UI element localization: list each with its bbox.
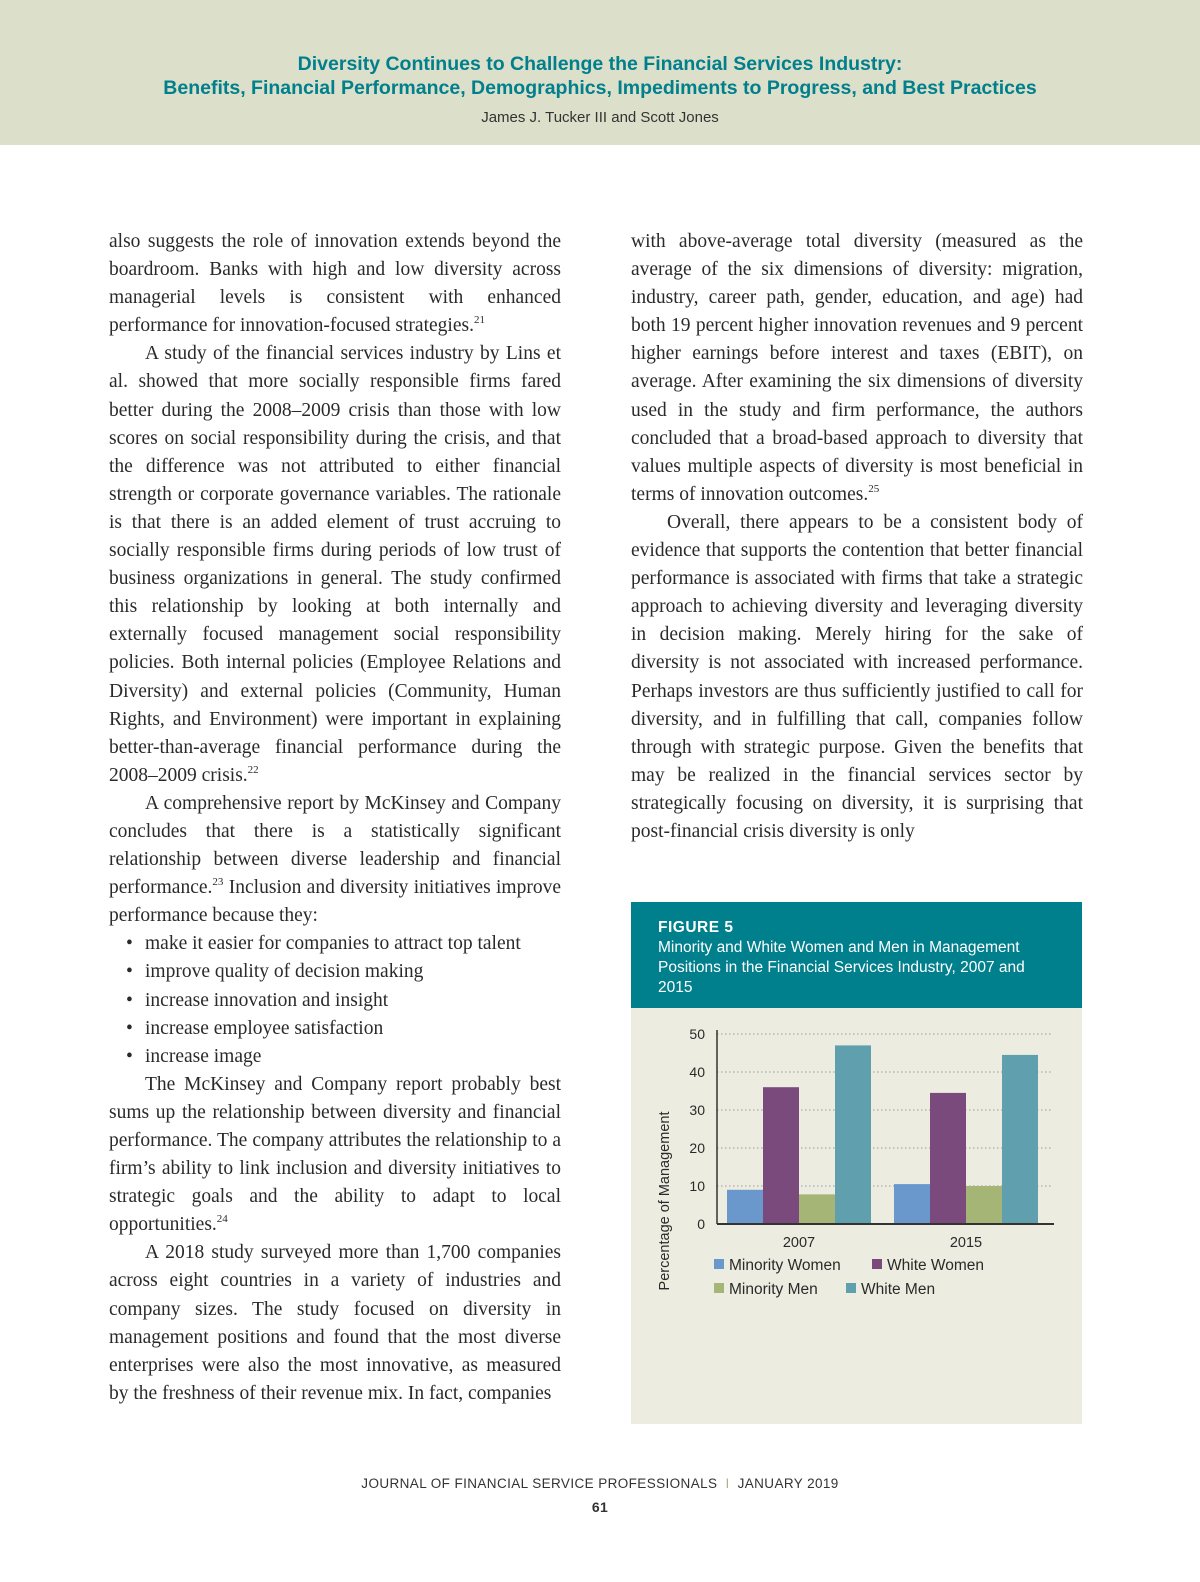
article-authors: James J. Tucker III and Scott Jones bbox=[481, 109, 719, 126]
footer-line bbox=[0, 1476, 1200, 1491]
bar bbox=[799, 1194, 835, 1224]
paragraph bbox=[631, 228, 1083, 509]
y-tick-label: 20 bbox=[689, 1140, 705, 1156]
figure-header bbox=[631, 902, 1082, 1008]
left-column bbox=[109, 228, 561, 1408]
paragraph bbox=[109, 340, 561, 790]
x-tick-label: 2007 bbox=[782, 1235, 816, 1251]
list-item: • increase innovation and insight bbox=[126, 989, 389, 1011]
footnote-ref: 23 bbox=[212, 876, 224, 889]
legend-swatch bbox=[872, 1259, 882, 1269]
paragraph bbox=[109, 790, 561, 930]
page-header bbox=[0, 0, 1200, 145]
legend-label: White Women bbox=[887, 1257, 985, 1274]
bar bbox=[727, 1190, 763, 1224]
paragraph-text: with above-average total diversity (measured as the average of the six dimensions of diversity: migration, industry, career path, gender, education, and age) had both 19 percent higher innovation revenues and 9 percent higher earnings before interest and taxes (EBIT), on average. After examining the six dimensions of diversity used in the study and firm performance, the authors concluded that a broad-based approach to diversity that values multiple aspects of diversity is most beneficial in terms of innovation outcomes. bbox=[631, 231, 1083, 505]
y-tick-label: 0 bbox=[697, 1216, 705, 1232]
bar bbox=[763, 1087, 799, 1224]
paragraph-text: A comprehensive report by McKinsey and Company concludes that there is a statistically significant relationship between diverse leadership and financial performance. bbox=[109, 792, 561, 899]
bar bbox=[930, 1093, 966, 1224]
footnote-ref: 21 bbox=[473, 314, 485, 327]
article-title-line-1: Diversity Continues to Challenge the Financial Services Industry: bbox=[297, 53, 903, 75]
bar bbox=[966, 1186, 1002, 1224]
page-number: 61 bbox=[591, 1499, 609, 1515]
legend-swatch bbox=[846, 1283, 856, 1293]
paragraph: A 2018 study surveyed more than 1,700 companies across eight countries in a variety of industries and company sizes. The study focused on diversity in management positions and found that the most diverse enterprises were also the most innovative, as measured by the freshness of their revenue mix. In fact, companies bbox=[109, 1242, 561, 1404]
list-item: • improve quality of decision making bbox=[126, 961, 424, 983]
issue-date: JANUARY 2019 bbox=[737, 1476, 839, 1491]
right-column bbox=[631, 228, 1083, 846]
footnote-ref: 22 bbox=[247, 763, 259, 776]
y-axis-label: Percentage of Management bbox=[657, 1111, 673, 1291]
paragraph-text: Inclusion and diversity initiatives improve performance because they: bbox=[109, 877, 561, 927]
paragraph: Overall, there appears to be a consistent body of evidence that supports the contention that better financial performance is associated with firms that take a strategic approach to achieving diversity and leveraging diversity in decision making. Merely hiring for the sake of diversity is not associated with increased performance. Perhaps investors are thus sufficiently justified to call for diversity, and in fulfilling that call, companies follow through with strategic purpose. Given the benefits that may be realized in the financial services sector by strategically focusing on diversity, it is surprising that post-financial crisis diversity is only bbox=[631, 511, 1083, 842]
y-tick-label: 50 bbox=[689, 1026, 705, 1042]
list-item: • increase image bbox=[126, 1045, 262, 1067]
legend-swatch bbox=[714, 1283, 724, 1293]
figure-caption: Minority and White Women and Men in Management Positions in the Financial Services Industry, 2007 and 2015 bbox=[658, 939, 1025, 996]
paragraph-text: also suggests the role of innovation extends beyond the boardroom. Banks with high and low diversity across managerial levels is consistent with enhanced performance for innovation-focused strategies. bbox=[109, 231, 561, 337]
paragraph bbox=[109, 228, 561, 340]
bar bbox=[894, 1184, 930, 1224]
footer-separator: I bbox=[725, 1476, 730, 1491]
figure-label: FIGURE 5 bbox=[658, 919, 734, 936]
bullet-list bbox=[109, 930, 561, 1070]
page-footer bbox=[0, 1476, 1200, 1515]
list-item: • make it easier for companies to attract top talent bbox=[126, 933, 521, 955]
y-tick-label: 30 bbox=[689, 1102, 705, 1118]
paragraph-text: The McKinsey and Company report probably best sums up the relationship between diversity and financial performance. The company attributes the relationship to a firm’s ability to link inclusion and diversity initiatives to strategic goals and the ability to adapt to local opportunities. bbox=[109, 1073, 561, 1236]
paragraph-text: A study of the financial services industry by Lins et al. showed that more socially responsible firms fared better during the 2008–2009 crisis than those with low scores on social responsibility during the crisis, and that the difference was not attributed to either financial strength or corporate governance variables. The rationale is that there is an added element of trust accruing to socially responsible firms during periods of low trust of business organizations in general. The study confirmed this relationship by looking at both internally and externally focused management social responsibility policies. Both internal policies (Employee Relations and Diversity) and external policies (Community, Human Rights, and Environment) were important in explaining better-than-average financial performance during the 2008–2009 crisis. bbox=[109, 343, 561, 786]
bar bbox=[1002, 1055, 1038, 1224]
y-tick-label: 40 bbox=[689, 1064, 705, 1080]
paragraph bbox=[109, 1071, 561, 1240]
bar bbox=[835, 1045, 871, 1224]
legend-label: Minority Women bbox=[729, 1257, 841, 1274]
y-tick-label: 10 bbox=[689, 1178, 705, 1194]
footnote-ref: 25 bbox=[868, 482, 880, 495]
bar-chart bbox=[631, 1008, 1082, 1424]
footnote-ref: 24 bbox=[216, 1213, 228, 1226]
legend-label: White Men bbox=[861, 1281, 936, 1298]
list-item: • increase employee satisfaction bbox=[126, 1017, 384, 1039]
article-title-line-2: Benefits, Financial Performance, Demographics, Impediments to Progress, and Best Practices bbox=[163, 77, 1037, 99]
figure-5 bbox=[631, 902, 1082, 1424]
legend-swatch bbox=[714, 1259, 724, 1269]
legend-label: Minority Men bbox=[729, 1281, 818, 1298]
x-tick-label: 2015 bbox=[949, 1235, 983, 1251]
journal-name: JOURNAL OF FINANCIAL SERVICE PROFESSIONALS bbox=[361, 1476, 718, 1491]
